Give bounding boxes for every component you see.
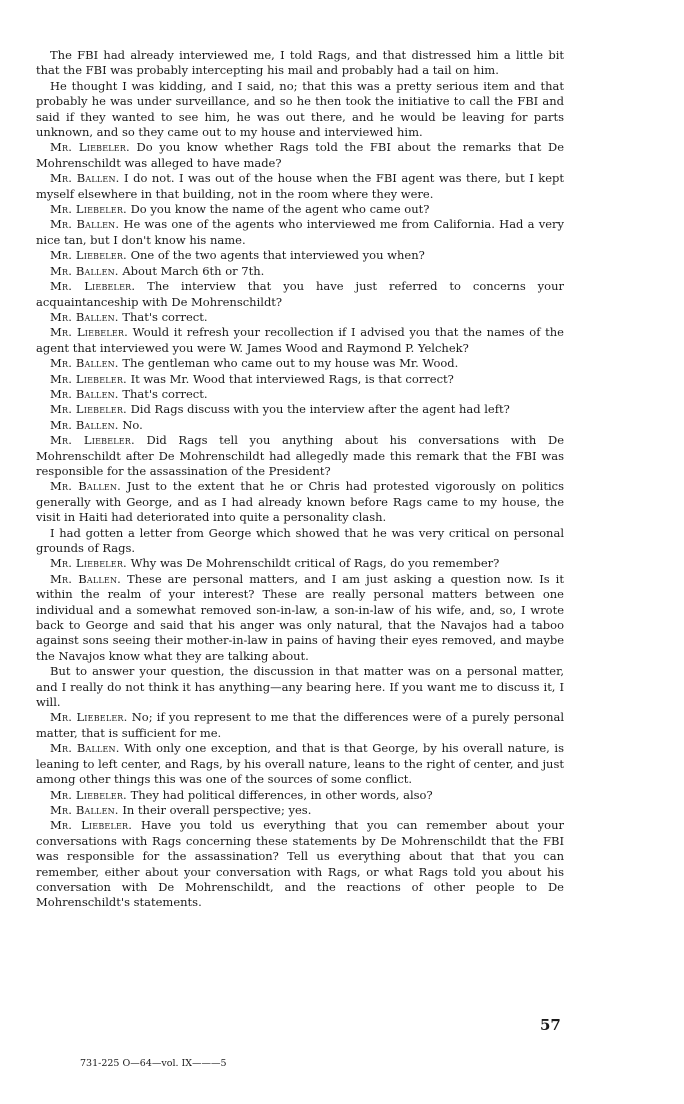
- paragraph: [36, 79, 564, 141]
- paragraph-text: But to answer your question, the discussion in that matter was on a personal matter, and I really do not think it has anything—any bearing here. If you want me to discuss it, I will.: [36, 664, 564, 710]
- speaker-label: Mr. Liebeler.: [50, 710, 128, 725]
- page-number: 57: [540, 1016, 561, 1034]
- paragraph-text: The FBI had already interviewed me, I told Rags, and that distressed him a little bit that the FBI was probably intercepting his mail and probably had a tail on him.: [36, 48, 564, 78]
- paragraph: [36, 387, 564, 402]
- paragraph: [36, 264, 564, 279]
- paragraph: [36, 202, 564, 217]
- paragraph: [36, 402, 564, 417]
- paragraph-text: Just to the extent that he or Chris had protested vigorously on politics generally with George, and as I had already known before Rags came to my house, the visit in Haiti had deteriorated into quite a personality clash.: [36, 479, 565, 525]
- paragraph: [36, 479, 564, 525]
- paragraph: [36, 356, 564, 371]
- speaker-label: Mr. Ballen.: [50, 263, 119, 278]
- paragraph: [36, 556, 564, 571]
- paragraph: [36, 572, 564, 664]
- speaker-label: Mr. Ballen.: [50, 356, 119, 371]
- paragraph-text: About March 6th or 7th.: [122, 263, 265, 278]
- paragraph-text: Would it refresh your recollection if I advised you that the names of the agent that interviewed you were W. James Wood and Raymond P. Yelchek?: [36, 325, 564, 355]
- paragraph-text: I had gotten a letter from George which showed that he was very critical on personal grounds of Rags.: [36, 525, 564, 555]
- paragraph-text: That's correct.: [122, 309, 208, 324]
- paragraph-text: They had political differences, in other words, also?: [130, 787, 433, 802]
- print-code: 731-225 O—64—vol. IX———5: [80, 1058, 227, 1069]
- speaker-label: Mr. Liebeler.: [50, 787, 127, 802]
- paragraph: [36, 526, 564, 557]
- speaker-label: Mr. Ballen.: [50, 802, 119, 817]
- speaker-label: Mr. Ballen.: [50, 171, 120, 186]
- paragraph-text: Have you told us everything that you can remember about your conversations with Rags concerning these statements by De Mohrenschildt that the FBI was responsible for the assassination? Tell us everything about that that you can remember, either about your conversation with Rags, or what Rags told you about his conversation with De Mohrenschildt, and the reactions of other people to De Mohrenschildt's statements.: [36, 818, 565, 910]
- speaker-label: Mr. Ballen.: [50, 479, 121, 494]
- paragraph-text: The gentleman who came out to my house was Mr. Wood.: [122, 356, 459, 371]
- paragraph: [36, 710, 564, 741]
- speaker-label: Mr. Liebeler.: [50, 279, 136, 294]
- paragraph-text: Why was De Mohrenschildt critical of Rags, do you remember?: [130, 556, 500, 571]
- paragraph: [36, 48, 564, 79]
- paragraph-text: It was Mr. Wood that interviewed Rags, is that correct?: [130, 371, 454, 386]
- paragraph-text: One of the two agents that interviewed you when?: [130, 248, 425, 263]
- paragraph-text: No; if you represent to me that the differences were of a purely personal matter, that is sufficient for me.: [36, 710, 565, 740]
- speaker-label: Mr. Ballen.: [50, 309, 119, 324]
- paragraph: [36, 310, 564, 325]
- speaker-label: Mr. Ballen.: [50, 571, 122, 586]
- paragraph: [36, 433, 564, 479]
- paragraph-text: He thought I was kidding, and I said, no; that this was a pretty serious item and that probably he was under surveillance, and so he then took the initiative to call the FBI and said if they wanted to see him, he was out there, and he would be leaving for parts unknown, and so they came out to my house and interviewed him.: [36, 78, 564, 140]
- paragraph-text: With only one exception, and that is that George, by his overall nature, is leaning to left center, and Rags, by his overall nature, leans to the right of center, and just among other things this was one of the sources of some conflict.: [36, 741, 564, 787]
- speaker-label: Mr. Ballen.: [50, 386, 119, 401]
- paragraph-text: He was one of the agents who interviewed me from California. Had a very nice tan, but I don't know his name.: [36, 217, 565, 247]
- speaker-label: Mr. Ballen.: [50, 741, 120, 756]
- speaker-label: Mr. Ballen.: [50, 217, 120, 232]
- paragraph-text: These are personal matters, and I am just asking a question now. Is it within the realm of your interest? These are really personal matters between one individual and a somewhat removed son-in-law, a son-in-law of his wife, and, so, I wrote back to George and said that his anger was only natural, that the Navajos had a taboo against sons seeing their mother-in-law in pains of having their eyes removed, and maybe the Navajos know what they are talking about.: [36, 571, 564, 663]
- paragraph-text: Did Rags discuss with you the interview after the agent had left?: [130, 402, 510, 417]
- paragraph: [36, 418, 564, 433]
- paragraph-text: That's correct.: [122, 386, 208, 401]
- paragraph: [36, 217, 564, 248]
- paragraph-text: Do you know whether Rags told the FBI about the remarks that De Mohrenschildt was alleged to have made?: [36, 140, 564, 170]
- speaker-label: Mr. Liebeler.: [50, 325, 128, 340]
- speaker-label: Mr. Liebeler.: [50, 556, 127, 571]
- paragraph-text: I do not. I was out of the house when the FBI agent was there, but I kept myself elsewhere in that building, not in the room where they were.: [36, 171, 564, 201]
- paragraph: [36, 140, 564, 171]
- speaker-label: Mr. Ballen.: [50, 417, 119, 432]
- paragraph: [36, 741, 564, 787]
- paragraph-text: The interview that you have just referred to concerns your acquaintanceship with De Mohrenschildt?: [36, 279, 565, 309]
- speaker-label: Mr. Liebeler.: [50, 402, 127, 417]
- speaker-label: Mr. Liebeler.: [50, 248, 127, 263]
- paragraph: [36, 788, 564, 803]
- paragraph: [36, 279, 564, 310]
- speaker-label: Mr. Liebeler.: [50, 433, 135, 448]
- paragraph: [36, 248, 564, 263]
- paragraph-text: In their overall perspective; yes.: [122, 802, 312, 817]
- paragraph: [36, 818, 564, 910]
- paragraph: [36, 325, 564, 356]
- speaker-label: Mr. Liebeler.: [50, 371, 127, 386]
- paragraph: [36, 372, 564, 387]
- paragraph-text: Did Rags tell you anything about his conversations with De Mohrenschildt after De Mohrenschildt had allegedly made this remark that the FBI was responsible for the assassination of the President?: [36, 433, 564, 478]
- speaker-label: Mr. Liebeler.: [50, 202, 127, 217]
- speaker-label: Mr. Liebeler.: [50, 140, 130, 155]
- document-body: [36, 48, 564, 911]
- paragraph-text: No.: [122, 417, 143, 432]
- paragraph: [36, 171, 564, 202]
- paragraph: [36, 803, 564, 818]
- paragraph-text: Do you know the name of the agent who came out?: [130, 202, 430, 217]
- paragraph: [36, 664, 564, 710]
- speaker-label: Mr. Liebeler.: [50, 818, 133, 833]
